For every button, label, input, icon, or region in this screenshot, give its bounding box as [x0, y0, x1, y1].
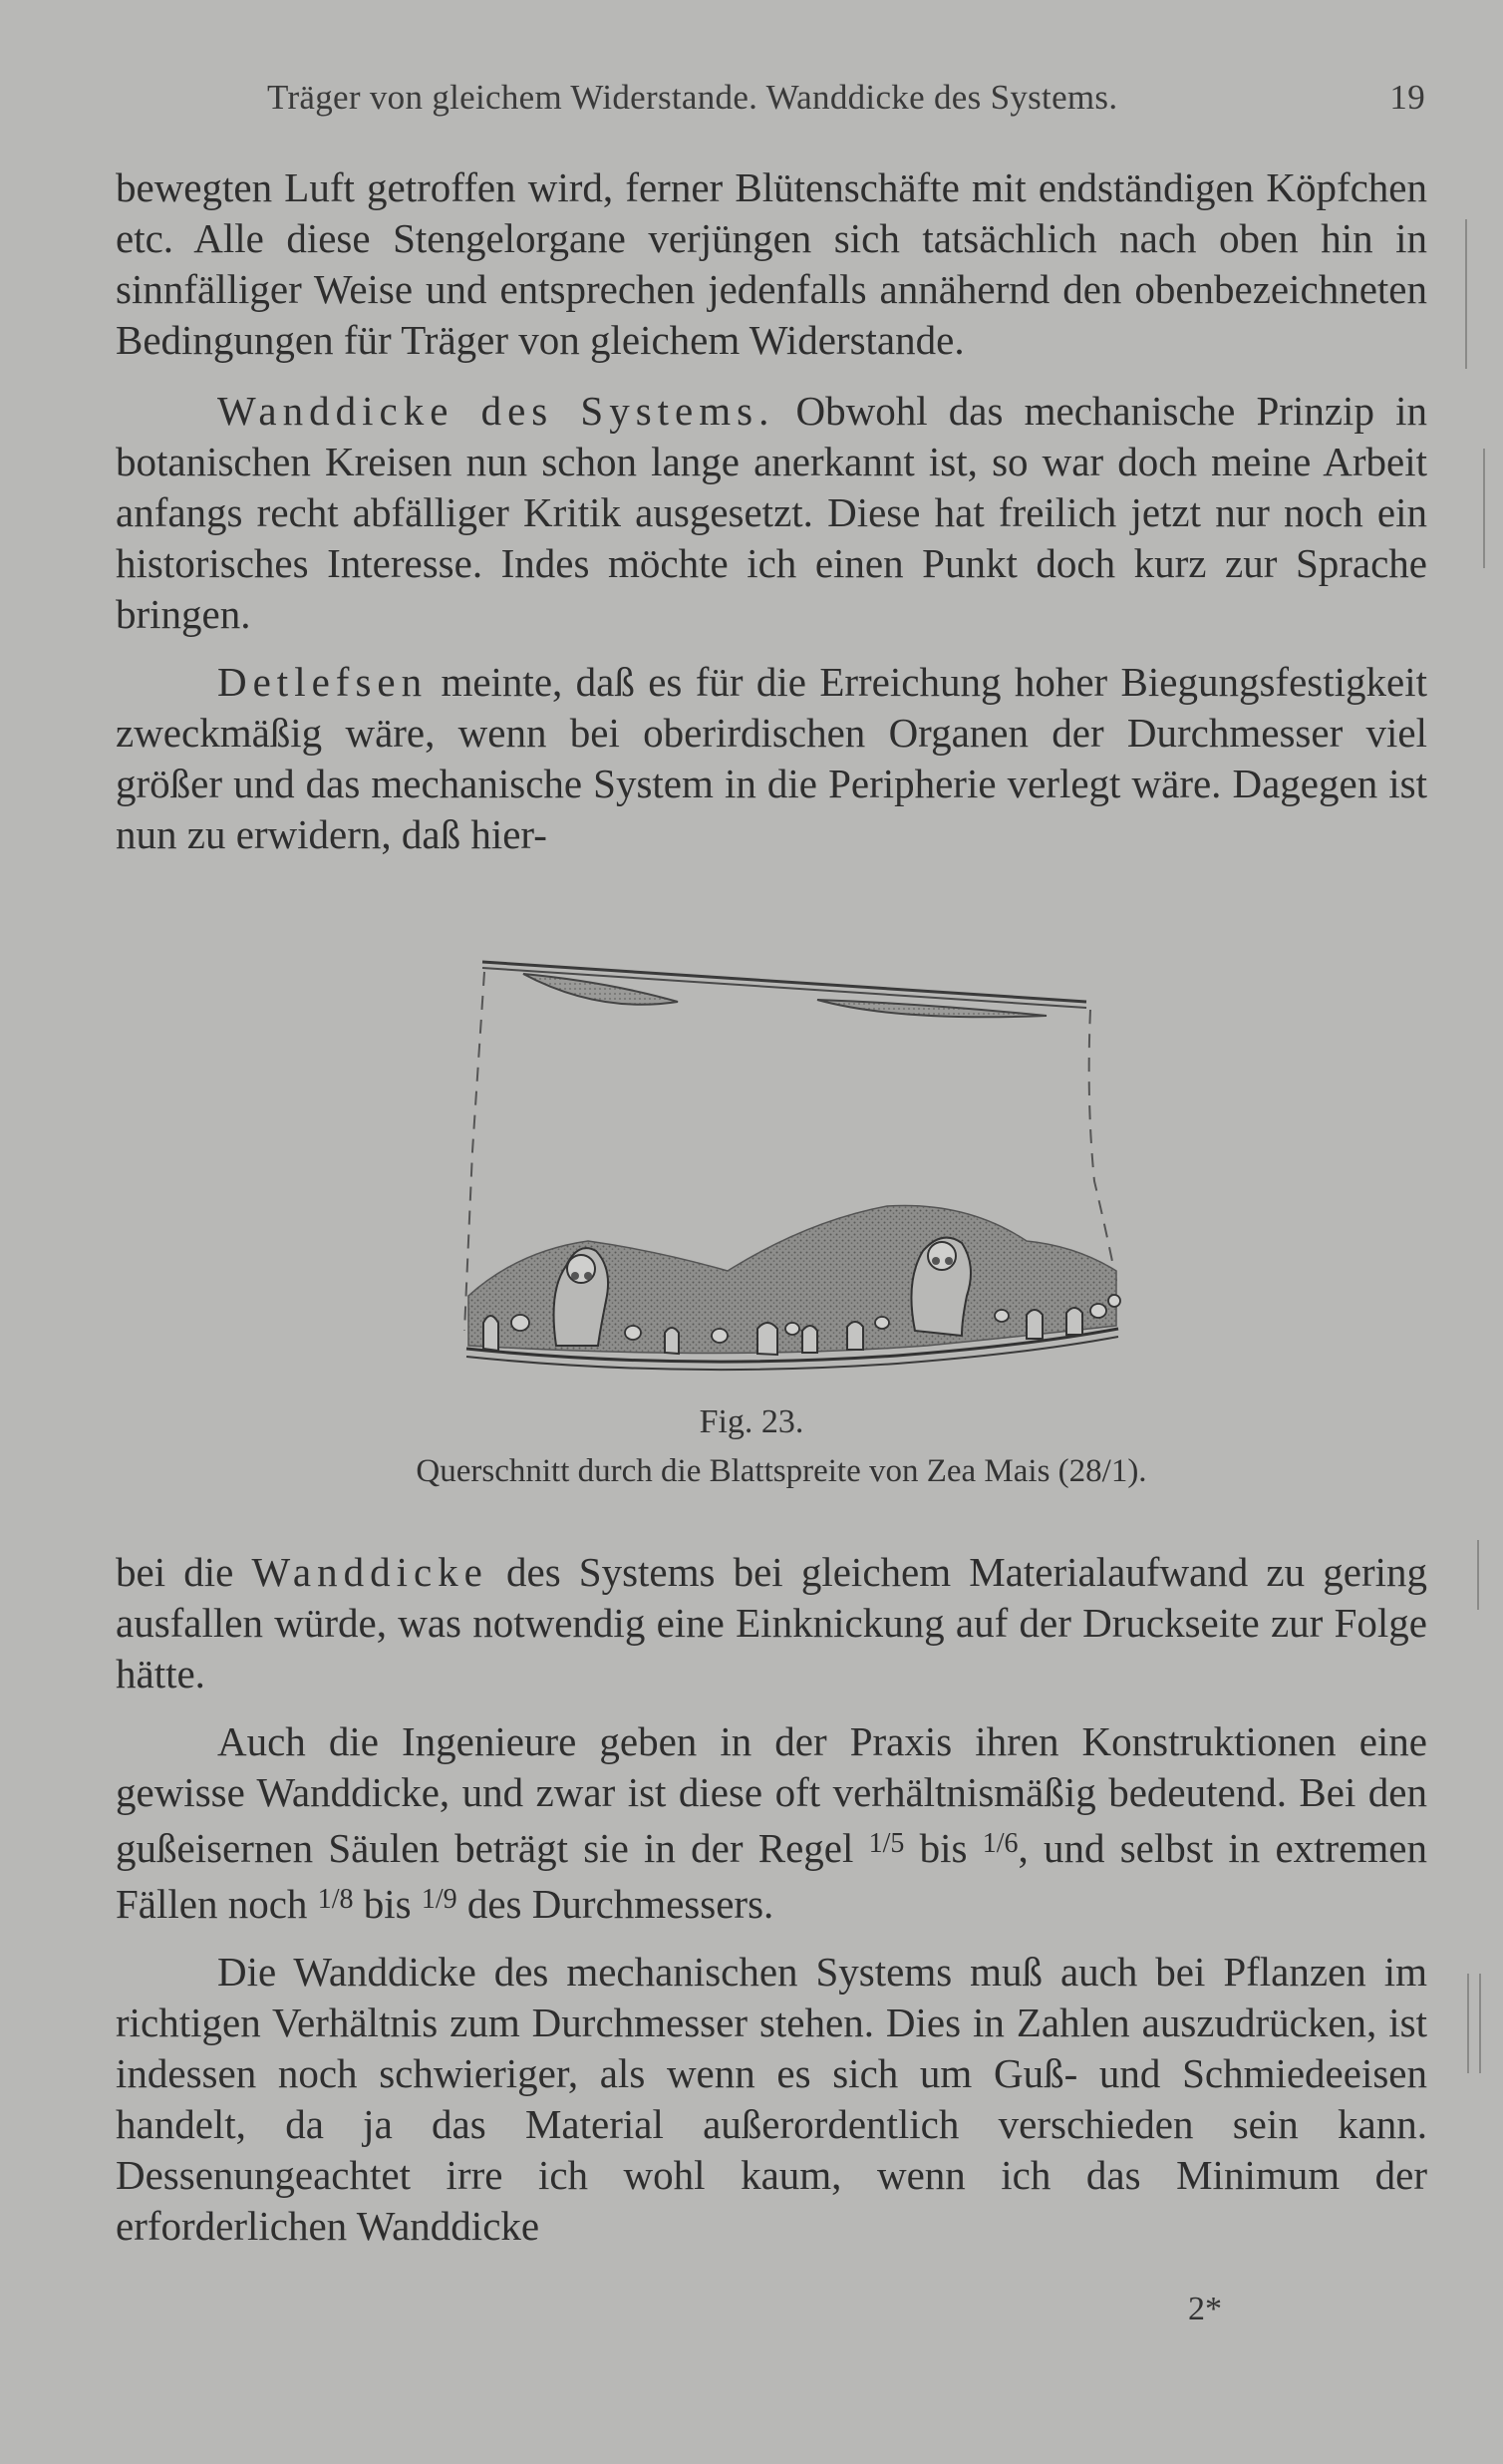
paragraph-2-text: Obwohl das mechanische Prinzip in botanischen Kreisen nun schon lange anerkannt ist, so war doch meine Arbeit anfangs recht abfälliger Kritik ausgesetzt. Diese hat freilich jetzt nur noch ein historisches Interesse. Indes möchte ich einen Punkt doch kurz zur Sprache bringen.	[116, 388, 1427, 637]
paragraph-2	[116, 386, 1427, 640]
running-head	[267, 78, 1443, 118]
leaf-cross-section-drawing	[429, 952, 1126, 1390]
lower-text-block	[116, 1547, 1427, 2252]
paragraph-5-text-b: bis	[904, 1824, 983, 1871]
figure-zea-mais-cross-section	[429, 952, 1126, 1390]
paragraph-3	[116, 657, 1427, 860]
paragraph-4-lead: bei die	[116, 1549, 252, 1595]
fraction-one-sixth: 1/6	[982, 1828, 1019, 1859]
fraction-one-fifth: 1/5	[868, 1828, 905, 1859]
fraction-one-ninth: 1/9	[421, 1883, 457, 1915]
paragraph-3-text: meinte, daß es für die Erreichung hoher Biegungsfestigkeit zweckmäßig wäre, wenn bei oberirdischen Organen der Durchmesser viel größer und das mechanische System in die Peripherie verlegt wäre. Dagegen ist nun zu erwidern, daß hier-	[116, 659, 1427, 857]
signature-mark: 2*	[1188, 2291, 1222, 2327]
margin-mark	[1467, 1974, 1469, 2073]
paragraph-5-text-e: des Durchmessers.	[456, 1880, 774, 1927]
fraction-one-eighth: 1/8	[317, 1883, 354, 1915]
figure-caption: Querschnitt durch die Blattspreite von Zea Mais (28/1).	[416, 1453, 1147, 1489]
section-heading: Wanddicke des Systems.	[217, 388, 775, 434]
paragraph-5	[116, 1716, 1427, 1930]
paragraph-4-text: des Systems bei gleichem Materialaufwand zu gering ausfallen würde, was notwendig eine Einknickung auf der Druckseite zur Folge hätte.	[116, 1549, 1427, 1696]
paragraph-5-text-a: Auch die Ingenieure geben in der Praxis ihren Konstruktionen eine gewisse Wanddicke, und zwar ist diese oft verhältnismäßig bedeutend. Bei den gußeisernen Säulen beträgt sie in der Regel	[116, 1718, 1427, 1871]
margin-mark	[1479, 1974, 1481, 2073]
margin-mark	[1483, 449, 1485, 568]
upper-text-block	[116, 162, 1427, 860]
figure-number: Fig. 23.	[699, 1403, 804, 1440]
page-number: 19	[1389, 78, 1425, 117]
paragraph-5-text-d: bis	[353, 1880, 422, 1927]
running-head-title: Träger von gleichem Widerstande. Wanddicke des Systems.	[267, 78, 1118, 117]
paragraph-4	[116, 1547, 1427, 1699]
author-name: Detlefsen	[217, 659, 429, 705]
paragraph-4-emphasis: Wanddicke	[251, 1549, 488, 1595]
paragraph-6: Die Wanddicke des mechanischen Systems muß auch bei Pflanzen im richtigen Verhältnis zum Durchmesser stehen. Dies in Zahlen auszudrücken, ist indessen noch schwieriger, als wenn es sich um Guß- und Schmiedeeisen handelt, da ja das Material außerordentlich verschieden sein kann. Dessenungeachtet irre ich wohl kaum, wenn ich das Minimum der erforderlichen Wanddicke	[116, 1948, 1427, 2249]
paragraph-5-text-c: , und selbst in extremen Fällen noch	[116, 1824, 1427, 1927]
margin-mark	[1477, 1540, 1479, 1610]
paragraph-1: bewegten Luft getroffen wird, ferner Blütenschäfte mit endständigen Köpfchen etc. Alle diese Stengelorgane verjüngen sich tatsächlich nach oben hin in sinnfälliger Weise und entsprechen jedenfalls annähernd den obenbezeichneten Bedingungen für Träger von gleichem Widerstande.	[116, 164, 1427, 363]
margin-mark	[1465, 219, 1467, 369]
